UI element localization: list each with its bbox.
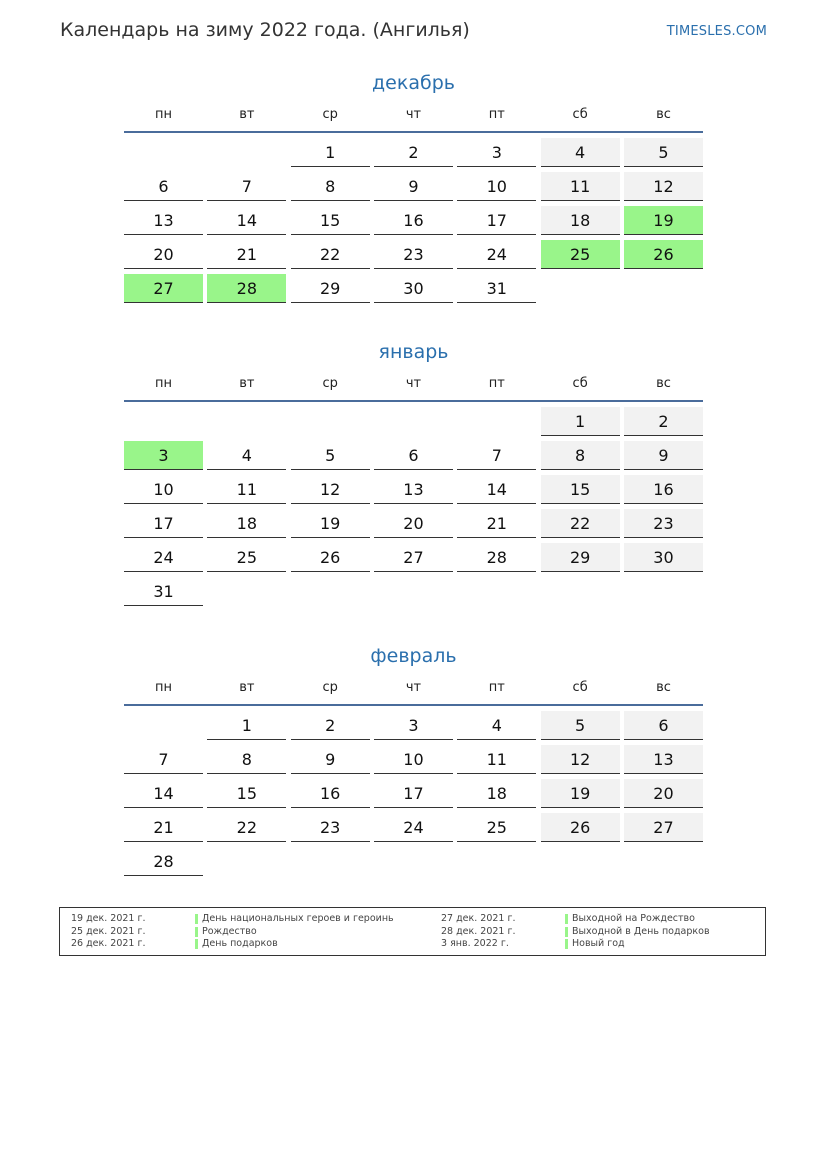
day-cell: 1 <box>541 407 620 436</box>
days-grid <box>124 407 703 606</box>
day-cell: 30 <box>374 274 453 303</box>
day-cell: 11 <box>541 172 620 201</box>
day-cell: 9 <box>624 441 703 470</box>
legend-column-right <box>441 913 761 951</box>
weekday-label: вт <box>239 376 255 391</box>
day-cell: 6 <box>624 711 703 740</box>
day-cell: 17 <box>374 779 453 808</box>
legend-date: 28 дек. 2021 г. <box>441 925 516 937</box>
day-cell: 15 <box>541 475 620 504</box>
legend-item <box>441 926 761 939</box>
day-cell: 4 <box>457 711 536 740</box>
day-cell: 5 <box>541 711 620 740</box>
day-cell: 18 <box>207 509 286 538</box>
day-cell: 15 <box>291 206 370 235</box>
day-cell: 24 <box>374 813 453 842</box>
month-title: январь <box>378 341 449 363</box>
day-cell: 12 <box>541 745 620 774</box>
weekday-label: пн <box>155 107 172 122</box>
weekday-header <box>124 104 703 126</box>
day-cell: 13 <box>124 206 203 235</box>
page-title: Календарь на зиму 2022 года. (Ангилья) <box>60 19 470 41</box>
legend-column-left <box>71 913 431 951</box>
weekday-label: ср <box>322 680 338 695</box>
month-title: декабрь <box>372 72 455 94</box>
holiday-day-cell: 27 <box>124 274 203 303</box>
weekday-label: чт <box>405 680 422 695</box>
day-cell: 31 <box>457 274 536 303</box>
day-cell: 2 <box>291 711 370 740</box>
day-cell: 20 <box>124 240 203 269</box>
day-cell: 31 <box>124 577 203 606</box>
weekday-header <box>124 677 703 699</box>
day-cell: 19 <box>291 509 370 538</box>
day-cell: 3 <box>457 138 536 167</box>
weekday-label: пт <box>488 680 505 695</box>
day-cell: 28 <box>457 543 536 572</box>
weekday-label: ср <box>322 376 338 391</box>
legend-item <box>71 938 431 951</box>
day-cell: 17 <box>124 509 203 538</box>
day-cell: 21 <box>457 509 536 538</box>
day-cell: 19 <box>541 779 620 808</box>
day-cell: 1 <box>291 138 370 167</box>
weekday-label: пн <box>155 376 172 391</box>
weekday-label: чт <box>405 107 422 122</box>
weekday-divider <box>124 400 703 402</box>
legend-item <box>71 926 431 939</box>
day-cell: 13 <box>374 475 453 504</box>
empty-cell <box>207 407 286 436</box>
empty-cell <box>457 407 536 436</box>
site-link[interactable]: TIMESLES.COM <box>666 24 767 39</box>
empty-cell <box>374 407 453 436</box>
day-cell: 24 <box>457 240 536 269</box>
day-cell: 30 <box>624 543 703 572</box>
day-cell: 29 <box>291 274 370 303</box>
weekday-label: пн <box>155 680 172 695</box>
day-cell: 15 <box>207 779 286 808</box>
day-cell: 4 <box>541 138 620 167</box>
legend-holiday-name: День подарков <box>195 938 278 951</box>
weekday-label: ср <box>322 107 338 122</box>
day-cell: 22 <box>291 240 370 269</box>
weekday-label: чт <box>405 376 422 391</box>
holiday-day-cell: 25 <box>541 240 620 269</box>
day-cell: 23 <box>291 813 370 842</box>
day-cell: 22 <box>207 813 286 842</box>
weekday-label: сб <box>572 680 588 695</box>
weekday-label: пт <box>488 107 505 122</box>
day-cell: 12 <box>624 172 703 201</box>
holiday-day-cell: 3 <box>124 441 203 470</box>
day-cell: 11 <box>207 475 286 504</box>
day-cell: 10 <box>374 745 453 774</box>
day-cell: 14 <box>124 779 203 808</box>
day-cell: 20 <box>624 779 703 808</box>
empty-cell <box>124 711 203 740</box>
legend-item <box>441 913 761 926</box>
day-cell: 23 <box>374 240 453 269</box>
day-cell: 27 <box>374 543 453 572</box>
day-cell: 10 <box>124 475 203 504</box>
day-cell: 14 <box>207 206 286 235</box>
day-cell: 7 <box>207 172 286 201</box>
month-calendar <box>124 643 703 876</box>
legend-holiday-name: Новый год <box>565 938 625 951</box>
day-cell: 6 <box>374 441 453 470</box>
day-cell: 23 <box>624 509 703 538</box>
day-cell: 10 <box>457 172 536 201</box>
weekday-label: вс <box>656 680 671 695</box>
day-cell: 24 <box>124 543 203 572</box>
day-cell: 21 <box>207 240 286 269</box>
empty-cell <box>207 138 286 167</box>
day-cell: 20 <box>374 509 453 538</box>
holiday-day-cell: 28 <box>207 274 286 303</box>
day-cell: 3 <box>374 711 453 740</box>
day-cell: 7 <box>457 441 536 470</box>
day-cell: 8 <box>207 745 286 774</box>
day-cell: 13 <box>624 745 703 774</box>
weekday-label: вт <box>239 680 255 695</box>
day-cell: 8 <box>291 172 370 201</box>
weekday-label: вт <box>239 107 255 122</box>
day-cell: 25 <box>457 813 536 842</box>
day-cell: 26 <box>541 813 620 842</box>
day-cell: 27 <box>624 813 703 842</box>
day-cell: 21 <box>124 813 203 842</box>
empty-cell <box>124 407 203 436</box>
legend-date: 26 дек. 2021 г. <box>71 938 146 949</box>
day-cell: 5 <box>291 441 370 470</box>
weekday-label: сб <box>572 376 588 391</box>
day-cell: 29 <box>541 543 620 572</box>
weekday-divider <box>124 131 703 133</box>
day-cell: 18 <box>541 206 620 235</box>
weekday-header <box>124 373 703 395</box>
day-cell: 28 <box>124 847 203 876</box>
weekday-label: вс <box>656 376 671 391</box>
day-cell: 25 <box>207 543 286 572</box>
month-calendar <box>124 339 703 606</box>
day-cell: 12 <box>291 475 370 504</box>
legend-item <box>441 938 761 951</box>
day-cell: 4 <box>207 441 286 470</box>
month-title: февраль <box>370 645 457 667</box>
weekday-label: пт <box>488 376 505 391</box>
day-cell: 14 <box>457 475 536 504</box>
legend-holiday-name: Выходной на Рождество <box>565 913 695 926</box>
legend-holiday-name: Рождество <box>195 926 257 939</box>
weekday-divider <box>124 704 703 706</box>
legend-date: 19 дек. 2021 г. <box>71 913 146 924</box>
legend-holiday-name: Выходной в День подарков <box>565 926 710 939</box>
legend-holiday-name: День национальных героев и героинь <box>195 913 394 926</box>
holiday-legend <box>59 907 766 956</box>
legend-date: 25 дек. 2021 г. <box>71 925 146 937</box>
day-cell: 17 <box>457 206 536 235</box>
day-cell: 2 <box>624 407 703 436</box>
holiday-day-cell: 26 <box>624 240 703 269</box>
empty-cell <box>124 138 203 167</box>
day-cell: 1 <box>207 711 286 740</box>
day-cell: 9 <box>291 745 370 774</box>
day-cell: 26 <box>291 543 370 572</box>
month-calendar <box>124 70 703 303</box>
legend-date: 27 дек. 2021 г. <box>441 913 516 924</box>
day-cell: 8 <box>541 441 620 470</box>
day-cell: 7 <box>124 745 203 774</box>
holiday-day-cell: 19 <box>624 206 703 235</box>
day-cell: 16 <box>624 475 703 504</box>
days-grid <box>124 711 703 876</box>
days-grid <box>124 138 703 303</box>
day-cell: 16 <box>374 206 453 235</box>
legend-date: 3 янв. 2022 г. <box>441 938 509 949</box>
day-cell: 22 <box>541 509 620 538</box>
day-cell: 2 <box>374 138 453 167</box>
day-cell: 11 <box>457 745 536 774</box>
day-cell: 16 <box>291 779 370 808</box>
day-cell: 6 <box>124 172 203 201</box>
weekday-label: вс <box>656 107 671 122</box>
day-cell: 5 <box>624 138 703 167</box>
day-cell: 18 <box>457 779 536 808</box>
empty-cell <box>291 407 370 436</box>
day-cell: 9 <box>374 172 453 201</box>
weekday-label: сб <box>572 107 588 122</box>
legend-item <box>71 913 431 926</box>
